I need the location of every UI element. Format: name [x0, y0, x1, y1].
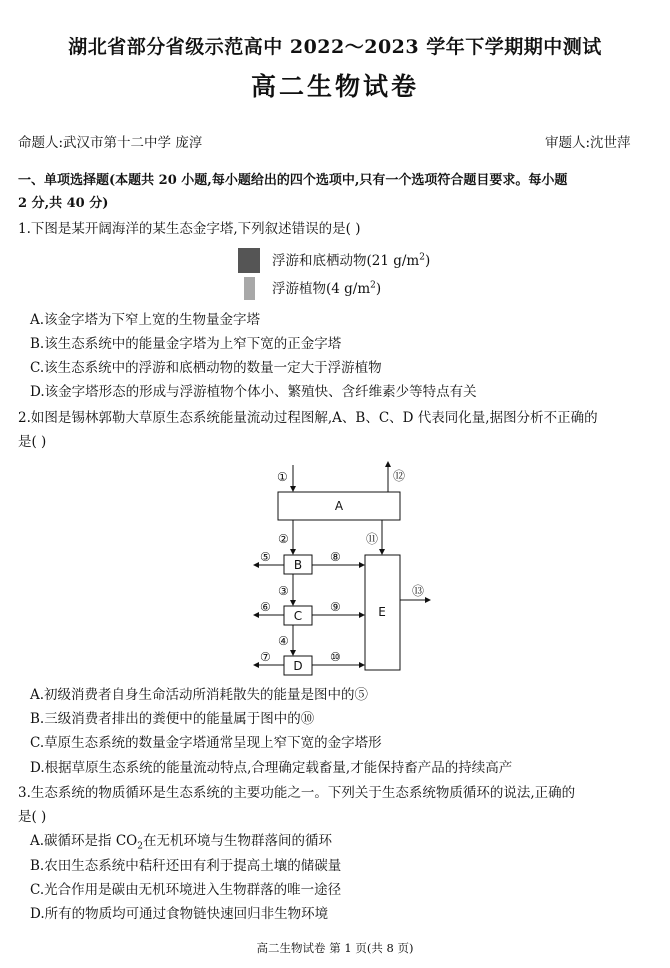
- label-13: ⑬: [412, 584, 425, 598]
- question-2-stem-cont: 是( ): [18, 434, 47, 450]
- label-2: ②: [278, 532, 289, 546]
- pyramid-top-label: 浮游和底栖动物(21 $g/m^2$): [272, 252, 431, 269]
- question-3-option-c: C.光合作用是碳由无机环境进入生物群落的唯一途径: [30, 882, 342, 898]
- label-5: ⑤: [260, 550, 271, 564]
- question-2-option-b: B.三级消费者排出的粪便中的能量属于图中的⑩: [30, 711, 315, 727]
- section-heading-cont: 2 分,共 40 分): [18, 196, 109, 211]
- question-1-option-a: A.该金字塔为下窄上宽的生物量金字塔: [30, 312, 261, 328]
- author-line: 命题人:武汉市第十二中学 庞淳: [18, 135, 203, 151]
- box-c-label: C: [293, 609, 303, 623]
- box-e-label: E: [378, 605, 386, 619]
- label-9: ⑨: [330, 600, 341, 614]
- box-b-label: B: [293, 558, 303, 572]
- question-1-option-b: B.该生态系统中的能量金字塔为上窄下宽的正金字塔: [30, 336, 342, 352]
- pyramid-bottom-bar: [244, 277, 255, 300]
- exam-subject-title: 高二生物试卷: [250, 72, 419, 101]
- label-10: ⑩: [330, 650, 341, 664]
- question-2-stem: 2.如图是锡林郭勒大草原生态系统能量流动过程图解,A、B、C、D 代表同化量,据图分析不正确的: [18, 410, 598, 426]
- question-3-stem-cont: 是( ): [18, 809, 47, 825]
- question-3-stem: 3.生态系统的物质循环是生态系统的主要功能之一。下列关于生态系统物质循环的说法,正确的: [18, 785, 576, 801]
- label-4: ④: [278, 634, 289, 648]
- label-6: ⑥: [260, 600, 271, 614]
- label-11: ⑪: [366, 532, 379, 546]
- section-heading: 一、单项选择题(本题共 20 小题,每小题给出的四个选项中,只有一个选项符合题目要求。每小题: [18, 173, 568, 188]
- page-footer: 高二生物试卷 第 1 页(共 8 页): [256, 941, 414, 955]
- energy-flow-diagram: [240, 455, 440, 685]
- question-3-option-d: D.所有的物质均可通过食物链快速回归非生物环境: [30, 906, 329, 922]
- label-8: ⑧: [330, 550, 341, 564]
- question-1-option-d: D.该金字塔形态的形成与浮游植物个体小、繁殖快、含纤维素少等特点有关: [30, 384, 477, 400]
- exam-title: 湖北省部分省级示范高中 2022～2023 学年下学期期中测试: [68, 36, 602, 58]
- label-7: ⑦: [260, 650, 271, 664]
- pyramid-bottom-label: 浮游植物(4 $g/m^2$): [272, 280, 382, 297]
- question-1-stem: 1.下图是某开阔海洋的某生态金字塔,下列叙述错误的是( ): [18, 221, 361, 237]
- reviewer-line: 审题人:沈世萍: [545, 135, 631, 151]
- question-3-option-a: A.碳循环是指 $CO_2$在无机环境与生物群落间的循环: [30, 833, 332, 852]
- question-1-option-c: C.该生态系统中的浮游和底栖动物的数量一定大于浮游植物: [30, 360, 382, 376]
- box-d-label: D: [293, 659, 303, 673]
- label-12: ⑫: [393, 469, 406, 483]
- pyramid-top-bar: [238, 248, 260, 273]
- label-1: ①: [277, 470, 288, 484]
- question-2-option-c: C.草原生态系统的数量金字塔通常呈现上窄下宽的金字塔形: [30, 735, 382, 751]
- label-3: ③: [278, 584, 289, 598]
- question-3-option-b: B.农田生态系统中秸秆还田有利于提高土壤的储碳量: [30, 858, 342, 874]
- box-a-label: A: [334, 499, 344, 513]
- question-2-option-d: D.根据草原生态系统的能量流动特点,合理确定载畜量,才能保持畜产品的持续高产: [30, 760, 513, 776]
- question-2-option-a: A.初级消费者自身生命活动所消耗散失的能量是图中的⑤: [30, 687, 369, 703]
